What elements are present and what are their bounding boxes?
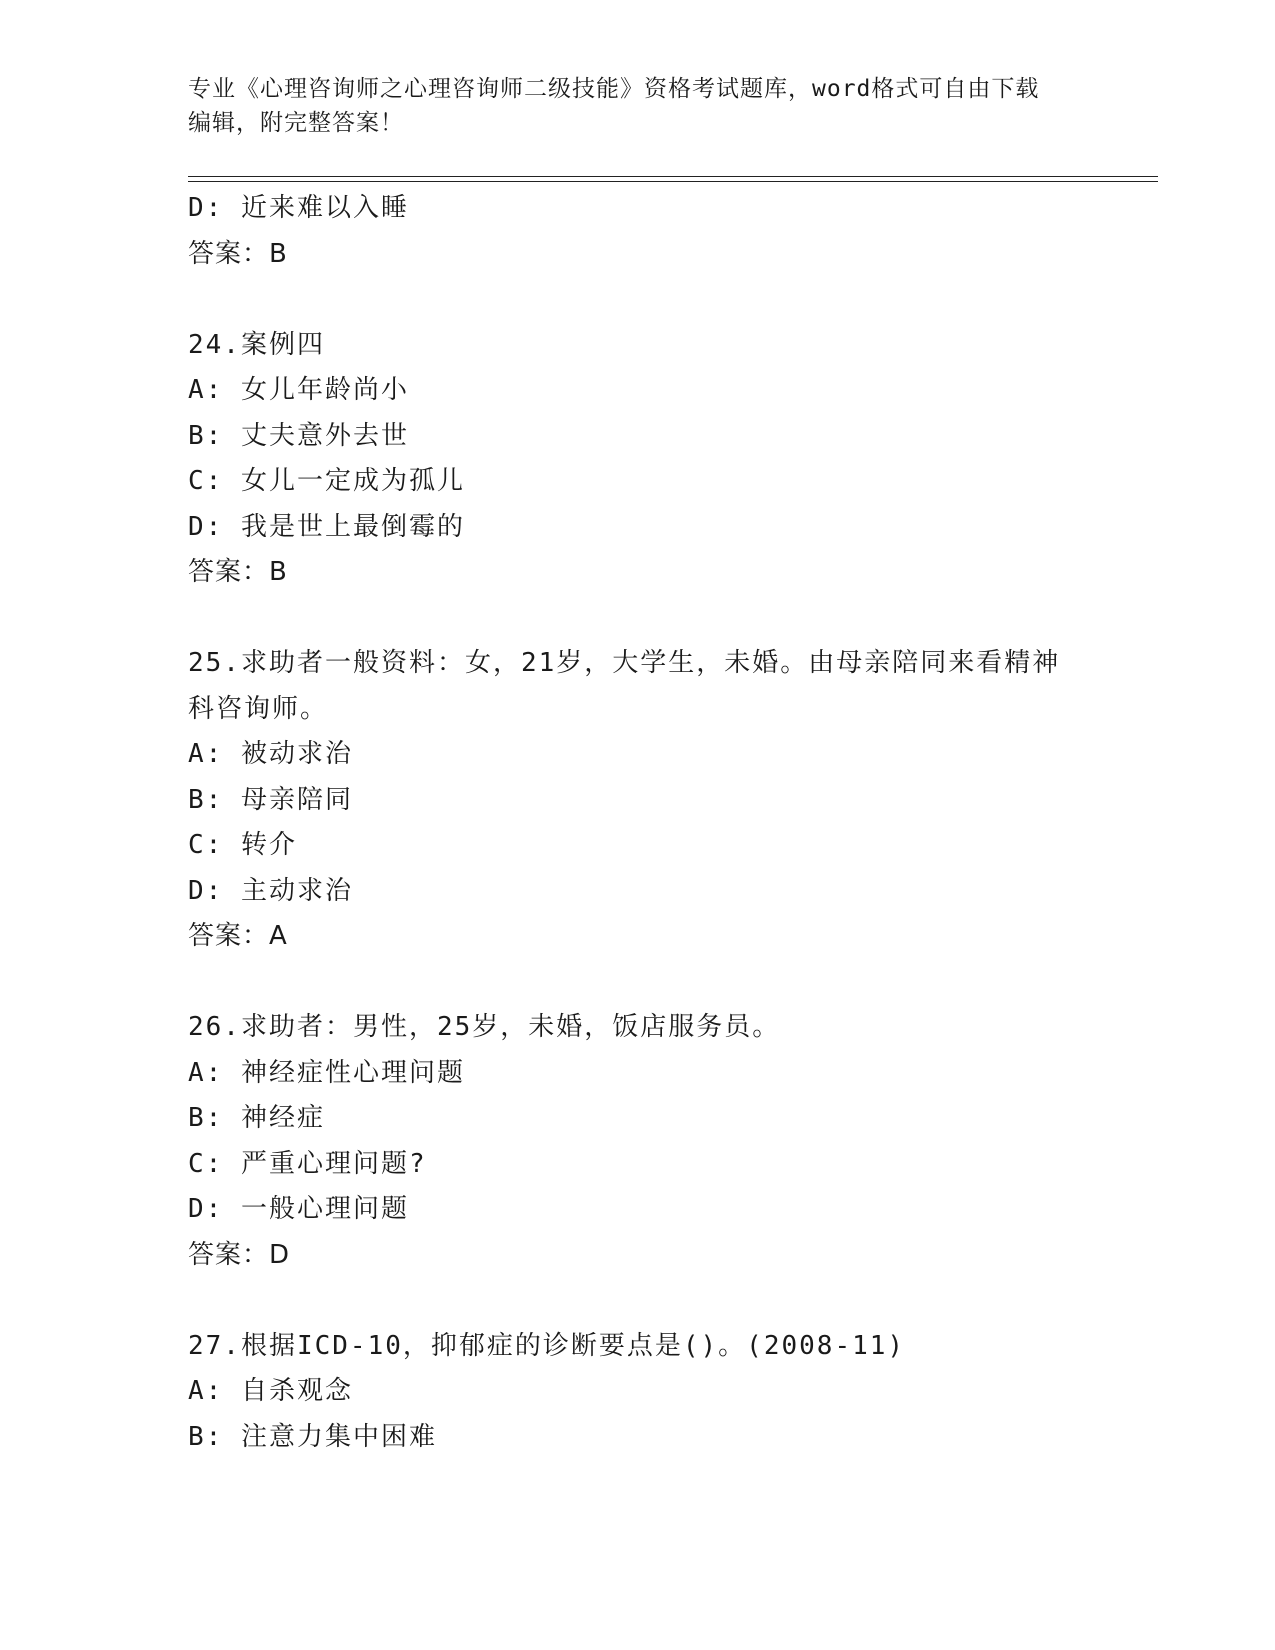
option-c: C: 女儿一定成为孤儿 [188,466,465,496]
answer-line: 答案：B [188,238,288,269]
header-divider-top [188,176,1158,177]
spacer [188,1278,1158,1324]
option-b: B: 注意力集中困难 [188,1421,437,1452]
option-a: A: 女儿年龄尚小 [188,375,409,405]
document-page [188,0,1158,1650]
question-list [188,186,1158,1460]
header-line-2: 编辑，附完整答案！ [188,110,404,136]
option-b: B: 母亲陪同 [188,784,353,815]
question-24: 24.案例四 [188,329,325,360]
option-d: D: 我是世上最倒霉的 [188,511,465,542]
header-divider-bottom [188,181,1158,182]
option-b: B: 丈夫意外去世 [188,420,409,451]
option-a: A: 神经症性心理问题 [188,1057,465,1088]
document-header [188,72,1068,140]
option-a: A: 被动求治 [188,739,353,769]
option-d: D: 一般心理问题 [188,1194,409,1224]
spacer [188,960,1158,1006]
question-25-line-2: 科咨询师。 [188,693,329,724]
question-27: 27.根据ICD-10，抑郁症的诊断要点是()。(2008-11) [188,1330,906,1361]
option-b: B: 神经症 [188,1103,325,1133]
option-a: A: 自杀观念 [188,1376,353,1406]
question-26: 26.求助者：男性，25岁，未婚，饭店服务员。 [188,1012,781,1042]
header-line-1: 专业《心理咨询师之心理咨询师二级技能》资格考试题库，word格式可自由下载 [188,76,1040,102]
option-d: D: 近来难以入睡 [188,193,409,223]
option-c: C: 严重心理问题? [188,1148,427,1179]
answer-line: 答案：B [188,557,288,587]
option-c: C: 转介 [188,830,297,860]
option-d: D: 主动求治 [188,875,353,906]
answer-line: 答案：A [188,921,288,951]
spacer [188,596,1158,642]
question-25-line-1: 25.求助者一般资料：女，21岁，大学生，未婚。由母亲陪同来看精神 [188,648,1061,678]
answer-line: 答案：D [188,1239,291,1270]
spacer [188,277,1158,323]
